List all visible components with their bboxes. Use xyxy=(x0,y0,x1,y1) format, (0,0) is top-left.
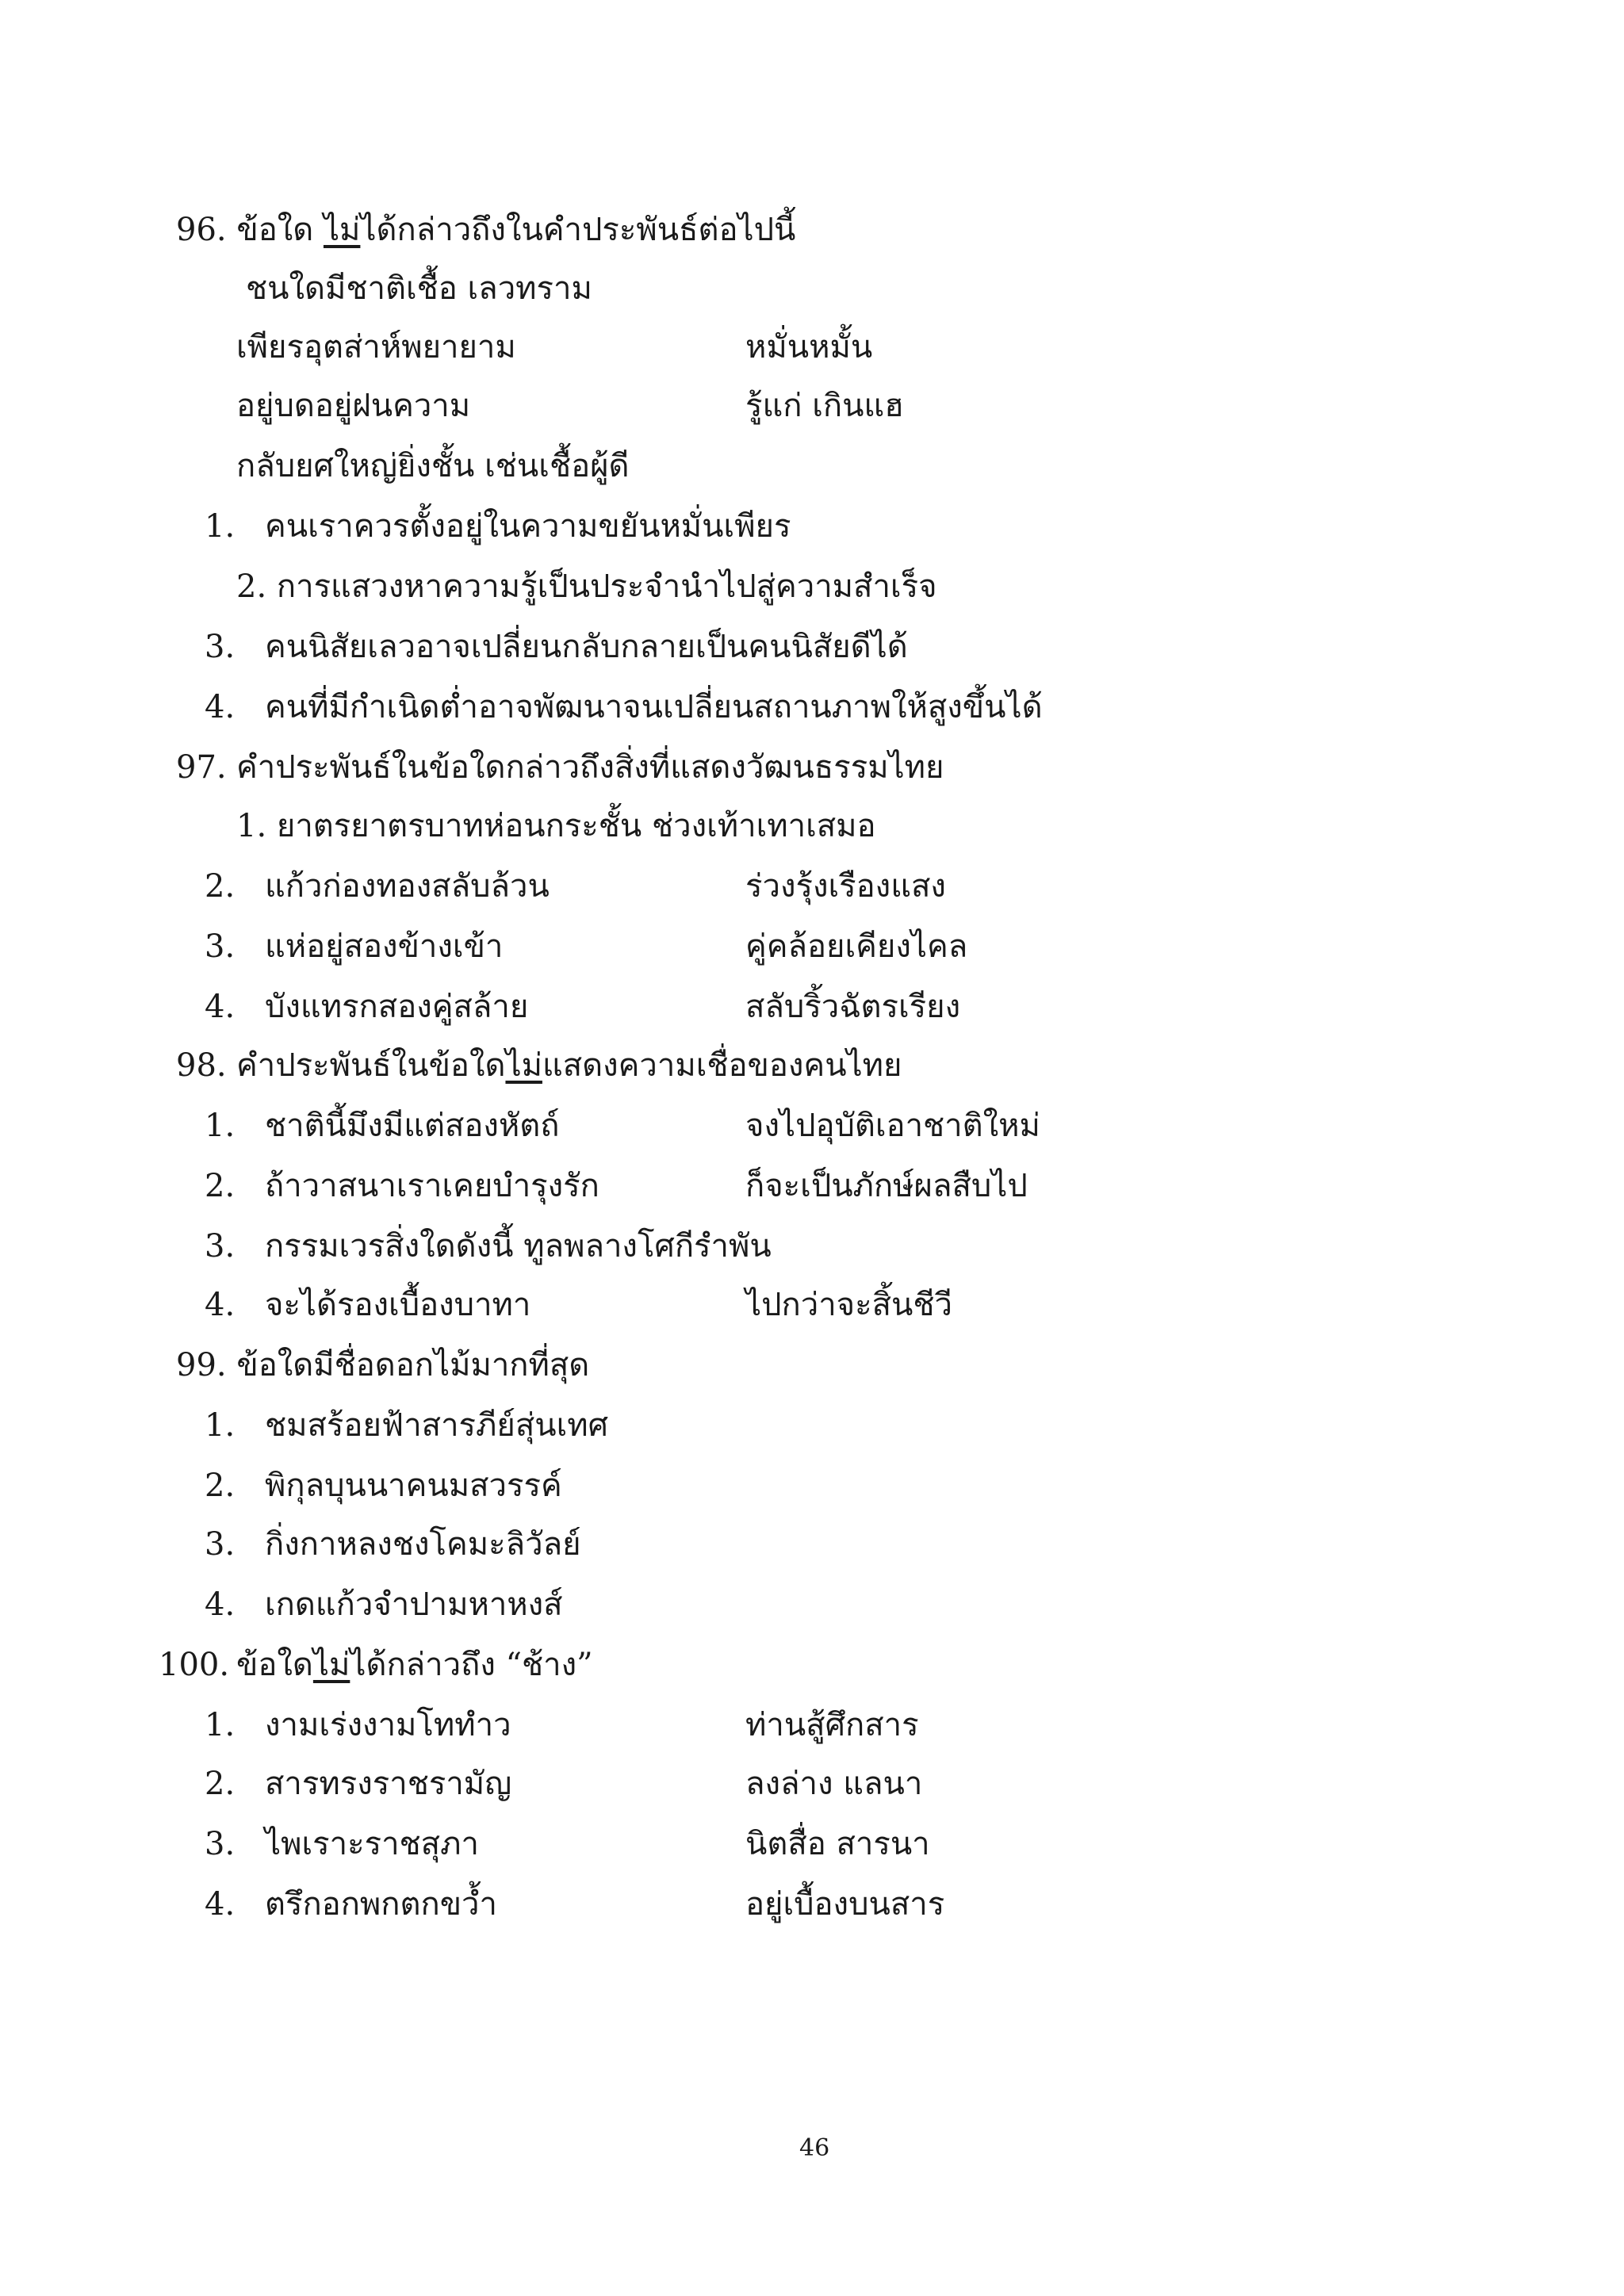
question-100-text xyxy=(236,1643,593,1687)
option-text: ชมสร้อยฟ้าสารภีย์สุ่นเทศ xyxy=(265,1407,609,1444)
option-number: 4. xyxy=(205,1287,236,1323)
option-number: 3. xyxy=(205,629,236,665)
option-text: ตรึกอกพกตกขว้ำ xyxy=(265,1886,497,1923)
question-text-underlined: ไม่ xyxy=(505,1047,542,1084)
question-97-number: 97. xyxy=(176,749,227,786)
option-text-right: ร่วงรุ้งเรืองแสง xyxy=(745,868,946,905)
question-99 xyxy=(176,1343,589,1387)
question-98-number: 98. xyxy=(176,1047,227,1084)
option-number: 3. xyxy=(205,1228,236,1265)
verse-line-2: เพียรอุตส่าห์พยายาม xyxy=(236,329,516,365)
question-text-before: คำประพันธ์ในข้อใด xyxy=(236,1047,506,1084)
question-100-number: 100. xyxy=(159,1647,230,1683)
question-98-text xyxy=(236,1043,902,1088)
option-number: 1. xyxy=(205,508,236,545)
option-number: 1. xyxy=(205,1707,236,1743)
option-number: 1. xyxy=(236,808,267,844)
option-number: 2. xyxy=(205,868,236,905)
question-text-underlined: ไม่ xyxy=(323,212,361,248)
option-text: งามเร่งงามโททำว xyxy=(265,1707,511,1743)
verse-line-4: กลับยศใหญ่ยิ่งชั้น เช่นเชื้อผู้ดี xyxy=(236,448,630,484)
option-number: 3. xyxy=(205,1526,236,1563)
option-number: 2. xyxy=(205,1766,236,1802)
option-text: คนที่มีกำเนิดต่ำอาจพัฒนาจนเปลี่ยนสถานภาพให้สูงขึ้นได้ xyxy=(265,689,1043,725)
verse-line-1: ชนใดมีชาติเชื้อ เลวทราม xyxy=(246,270,592,307)
question-number: 99. xyxy=(176,1347,227,1383)
option-text: เกดแก้วจำปามหาหงส์ xyxy=(265,1586,563,1623)
option-text: กรรมเวรสิ่งใดดังนี้ ทูลพลางโศกีรำพัน xyxy=(265,1228,772,1265)
option-text: กิ่งกาหลงชงโคมะลิวัลย์ xyxy=(265,1526,581,1563)
option-number: 3. xyxy=(205,928,236,965)
option-text: ชาตินี้มึงมีแต่สองหัตถ์ xyxy=(265,1108,560,1144)
option-2-line xyxy=(236,564,937,609)
option-text: คนนิสัยเลวอาจเปลี่ยนกลับกลายเป็นคนนิสัยดีได้ xyxy=(265,629,908,665)
option-text-right: ไปกว่าจะสิ้นชีวี xyxy=(745,1287,952,1323)
option-text-right: จงไปอุบัติเอาชาติใหม่ xyxy=(745,1108,1040,1144)
question-text-after: แสดงความเชื่อของคนไทย xyxy=(542,1047,902,1084)
option-number: 2. xyxy=(205,1168,236,1204)
option-text: ยาตรยาตรบาทห่อนกระชั้น ช่วงเท้าเทาเสมอ xyxy=(276,808,876,844)
option-text: ถ้าวาสนาเราเคยบำรุงรัก xyxy=(265,1168,599,1204)
option-text: ไพเราะราชสุภา xyxy=(265,1826,479,1862)
question-text: ข้อใดมีชื่อดอกไม้มากที่สุด xyxy=(236,1347,590,1383)
option-text: พิกุลบุนนาคนมสวรรค์ xyxy=(265,1468,562,1504)
option-number: 1. xyxy=(205,1407,236,1444)
option-text: จะได้รองเบื้องบาทา xyxy=(265,1287,531,1323)
question-96 xyxy=(176,208,795,252)
option-text: บังแทรกสองคู่สล้าย xyxy=(265,989,529,1025)
option-number: 4. xyxy=(205,689,236,725)
option-number: 1. xyxy=(205,1108,236,1144)
question-text-before: ข้อใด xyxy=(236,1647,313,1683)
option-number: 4. xyxy=(205,1586,236,1623)
option-text-right: ท่านสู้ศึกสาร xyxy=(745,1707,919,1743)
option-text-right: ก็จะเป็นภักษ์ผลสืบไป xyxy=(745,1168,1028,1204)
question-text-before: ข้อใด xyxy=(236,212,324,248)
option-text: การแสวงหาความรู้เป็นประจำนำไปสู่ความสำเร็จ xyxy=(276,568,937,605)
option-text-right: สลับริ้วฉัตรเรียง xyxy=(745,989,961,1025)
option-number: 4. xyxy=(205,1886,236,1923)
question-text-after: ได้กล่าวถึงในคำประพันธ์ต่อไปนี้ xyxy=(360,212,796,248)
option-text: สารทรงราชรามัญ xyxy=(265,1766,512,1802)
verse-line-3: อยู่บดอยู่ฝนความ xyxy=(236,388,471,424)
question-text-underlined: ไม่ xyxy=(312,1647,350,1683)
option-number: 2. xyxy=(205,1468,236,1504)
option-text: คนเราควรตั้งอยู่ในความขยันหมั่นเพียร xyxy=(265,508,791,545)
option-1-line xyxy=(236,804,876,848)
option-text-right: นิตสื่อ สารนา xyxy=(745,1826,930,1862)
option-number: 2. xyxy=(236,568,267,605)
option-number: 4. xyxy=(205,989,236,1025)
verse-line-2-right: หมั่นหมั้น xyxy=(745,329,873,365)
question-97-text: คำประพันธ์ในข้อใดกล่าวถึงสิ่งที่แสดงวัฒนธรรมไทย xyxy=(236,749,944,786)
question-text-after: ได้กล่าวถึง “ช้าง” xyxy=(350,1647,593,1683)
option-text-right: ลงล่าง แลนา xyxy=(745,1766,923,1802)
question-number: 96. xyxy=(176,212,227,248)
option-text-right: คู่คล้อยเคียงไคล xyxy=(745,928,968,965)
option-text: แก้วก่องทองสลับล้วน xyxy=(265,868,550,905)
option-text: แห่อยู่สองข้างเข้า xyxy=(265,928,504,965)
option-text-right: อยู่เบื้องบนสาร xyxy=(745,1886,945,1923)
verse-line-3-right: รู้แก่ เกินแฮ xyxy=(745,388,904,424)
page-number: 46 xyxy=(799,2134,830,2162)
option-number: 3. xyxy=(205,1826,236,1862)
